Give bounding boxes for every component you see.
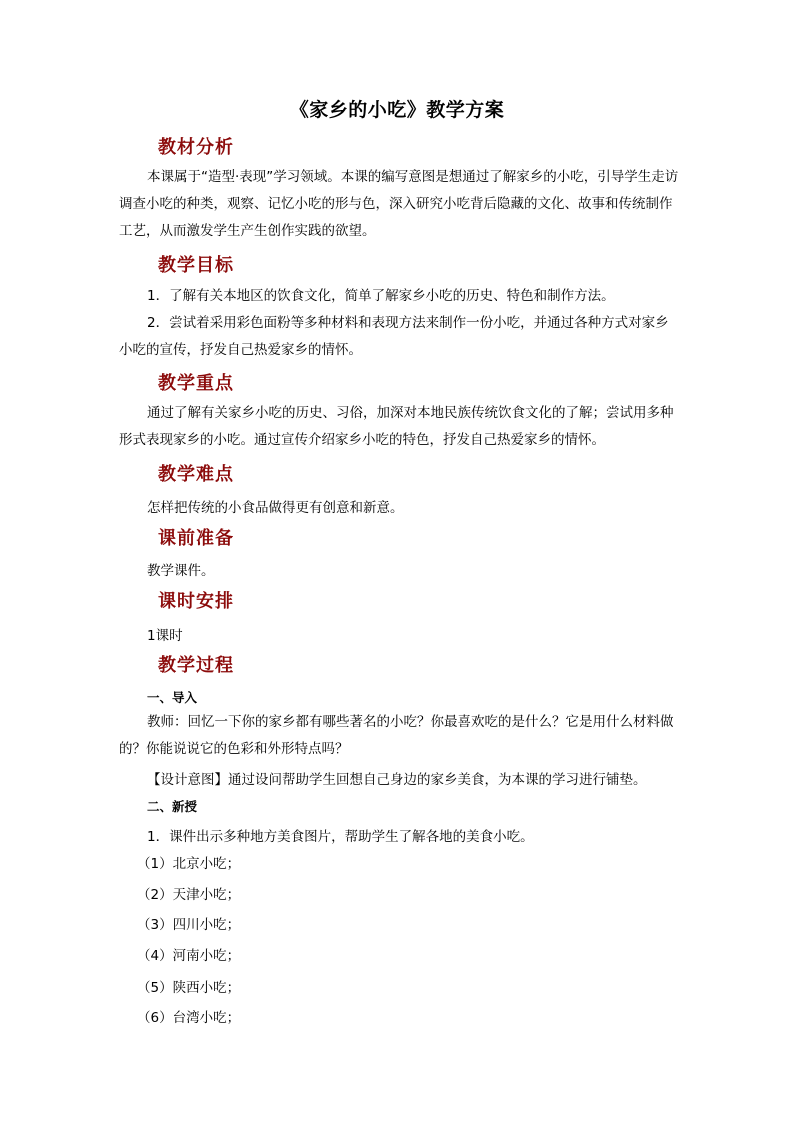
analysis-paragraph: 本课属于“造型·表现”学习领域。本课的编写意图是想通过了解家乡的小吃，引导学生走访调查小吃的种类，观察、记忆小吃的形与色，深入研究小吃背后隐藏的文化、故事和传统制作工艺，从而激发学生产生创作实践的欲望。 xyxy=(119,169,679,239)
section-heading-preparation: 课前准备 xyxy=(158,528,234,549)
goal-item-1: 1．了解有关本地区的饮食文化，简单了解家乡小吃的历史、特色和制作方法。 xyxy=(147,288,615,304)
list-item: （2）天津小吃； xyxy=(137,887,241,903)
subheading-intro: 一、导入 xyxy=(147,690,198,705)
document-title: 《家乡的小吃》教学方案 xyxy=(289,99,505,121)
list-item: （5）陕西小吃； xyxy=(137,980,241,996)
section-heading-goals: 教学目标 xyxy=(158,255,234,276)
section-heading-analysis: 教材分析 xyxy=(158,137,234,158)
key-points-paragraph: 通过了解有关家乡小吃的历史、习俗，加深对本地民族传统饮食文化的了解；尝试用多种形式表现家乡的小吃。通过宣传介绍家乡小吃的特色，抒发自己热爱家乡的情怀。 xyxy=(119,405,674,448)
schedule-text: 1课时 xyxy=(147,628,183,644)
section-heading-difficulties: 教学难点 xyxy=(158,464,234,485)
preparation-text: 教学课件。 xyxy=(147,563,215,579)
difficulties-text: 怎样把传统的小食品做得更有创意和新意。 xyxy=(147,500,404,516)
list-item: （4）河南小吃； xyxy=(137,948,241,964)
intro-design-intent: 【设计意图】通过设问帮助学生回想自己身边的家乡美食，为本课的学习进行铺垫。 xyxy=(147,772,647,788)
new-step-1: 1．课件出示多种地方美食图片，帮助学生了解各地的美食小吃。 xyxy=(147,829,534,845)
list-item: （6）台湾小吃； xyxy=(137,1010,241,1026)
intro-teacher-paragraph: 教师：回忆一下你的家乡都有哪些著名的小吃？你最喜欢吃的是什么？它是用什么材料做的？你能说说它的色彩和外形特点吗？ xyxy=(119,714,674,757)
goal-item-2: 2．尝试着采用彩色面粉等多种材料和表现方法来制作一份小吃，并通过各种方式对家乡小吃的宣传，抒发自己热爱家乡的情怀。 xyxy=(119,315,669,358)
section-heading-schedule: 课时安排 xyxy=(158,591,234,612)
subheading-new: 二、新授 xyxy=(147,799,198,814)
section-heading-process: 教学过程 xyxy=(158,655,234,676)
list-item: （3）四川小吃； xyxy=(137,917,241,933)
list-item: （1）北京小吃； xyxy=(137,856,241,872)
section-heading-key-points: 教学重点 xyxy=(158,373,234,394)
